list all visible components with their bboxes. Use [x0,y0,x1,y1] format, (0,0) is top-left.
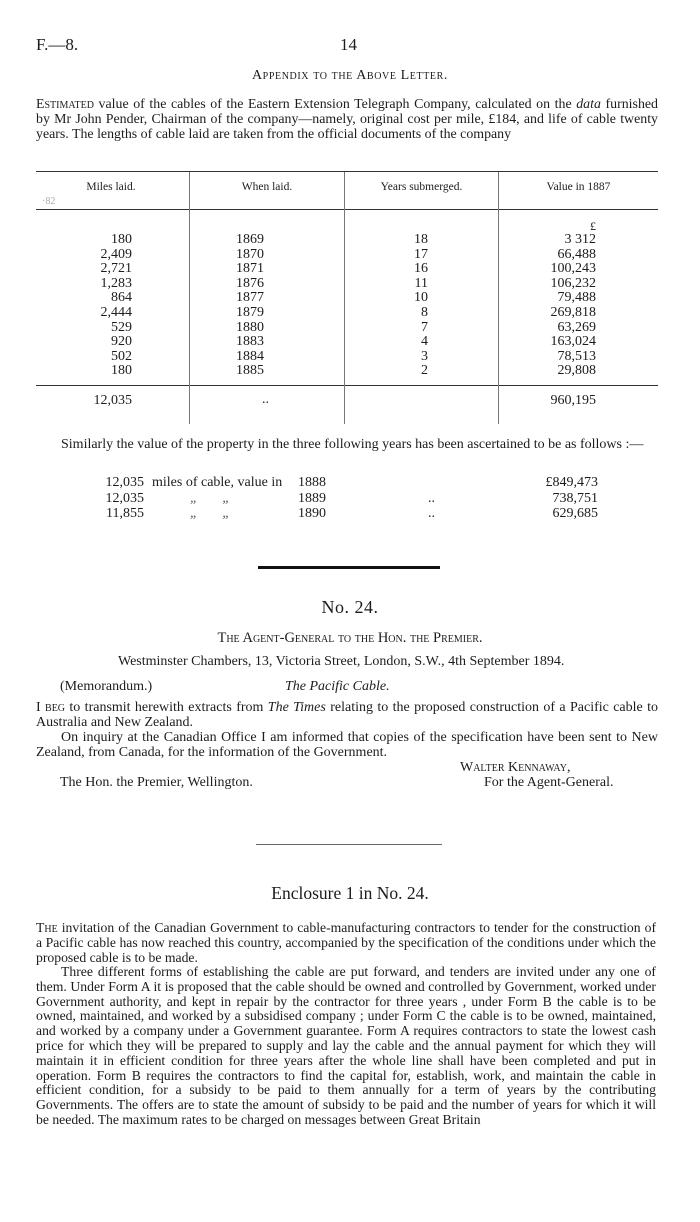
following-text: „ „ [190,490,231,506]
letter-p1b: relating to the proposed construction of a Pacific cable to Australia and New Zealand. [36,700,659,730]
cell-miles: 180 [111,363,132,379]
intro-part1: value of the cables of the Eastern Extension Telegraph Company, calculated on the [98,97,572,112]
table-faint-mark: ·82 [42,196,56,207]
enclosure-paragraph-1 [36,921,656,965]
letter-address: Westminster Chambers, 13, Victoria Street, London, S.W., 4th September 1894. [118,654,565,669]
following-year: 1888 [298,475,326,490]
total-year-dots: .. [262,392,269,407]
page-reference: F.—8. [36,35,79,54]
table-total-rule [36,385,658,386]
following-text: „ „ [190,506,231,521]
table-header-rule [36,209,658,210]
cell-miles: 2,444 [100,305,132,320]
following-value: 629,685 [552,506,598,521]
cell-submerged: 17 [414,246,428,262]
cell-value: 100,243 [550,261,596,277]
cell-value: 63,269 [557,319,596,335]
letter-subject: The Pacific Cable. [285,679,390,694]
cell-submerged: 11 [414,275,428,291]
following-miles: 12,035 [105,490,144,506]
table-row [0,364,700,379]
following-dots: .. [428,490,435,506]
cell-miles: 2,409 [100,246,132,262]
following-year: 1890 [298,506,326,521]
following-miles: 12,035 [105,475,144,490]
following-miles: 11,855 [106,506,144,521]
intro-lead: Estimated [36,97,94,112]
cell-submerged: 3 [421,348,428,364]
similarly-paragraph: Similarly the value of the property in the three following years has been ascertained to be as follows :— [61,437,644,452]
table-row [0,306,700,321]
cell-submerged: 4 [421,334,428,350]
cell-year: 1880 [236,319,264,335]
enclosure-title: Enclosure 1 in No. 24. [271,883,429,903]
cell-miles: 1,283 [100,275,132,291]
cell-year: 1879 [236,305,264,320]
letter-p1a: to transmit herewith extracts from [69,700,264,715]
following-year-row [0,491,700,507]
total-miles: 12,035 [93,393,132,408]
cell-value: 78,513 [557,348,596,364]
enclosure-p1-text: invitation of the Canadian Government to cable-manufacturing contractors to tender for the construction of a Pacific cable has now reached this country, accompanied by the specification of the conditions under which the proposed cable is to be made. [36,920,657,965]
intro-data-word: data [576,97,601,112]
following-text: miles of cable, value in [152,475,283,490]
letter-paragraph-1 [36,700,658,730]
cell-value: 3 312 [564,232,596,247]
col-header-submerged: Years submerged. [380,181,463,193]
cell-submerged: 18 [414,232,428,247]
cell-year: 1885 [236,363,264,379]
cell-value: 29,808 [557,363,596,379]
cell-miles: 864 [111,290,132,306]
cell-miles: 180 [111,232,132,247]
cell-miles: 529 [111,319,132,335]
cell-year: 1883 [236,334,264,350]
letter-times: The Times [267,700,326,715]
cell-submerged: 2 [421,363,428,379]
page-number: 14 [340,35,357,54]
letter-lead: I beg [36,700,66,715]
cell-miles: 920 [111,334,132,350]
cell-submerged: 16 [414,261,428,277]
cell-submerged: 10 [414,290,428,306]
following-value: 738,751 [552,490,598,506]
table-row [0,262,700,277]
cable-value-table [0,0,700,440]
letter-memo: (Memorandum.) [60,679,153,694]
table-row [0,233,700,248]
following-year: 1889 [298,490,326,506]
cell-value: 163,024 [550,334,596,350]
cell-submerged: 7 [421,319,428,335]
total-value: 960,195 [550,393,596,408]
appendix-title: Appendix to the Above Letter. [251,68,449,83]
intro-part2: furnished by Mr John Pender, Chairman of the company—namely, original cost per mile, £184, and life of cable twenty years. The lengths of cable laid are taken from the official documents of the company [36,97,658,142]
following-year-row [0,475,700,491]
cell-value: 66,488 [557,246,596,262]
cell-value: 106,232 [550,275,596,291]
cell-miles: 502 [111,348,132,364]
cell-submerged: 8 [421,305,428,320]
cell-year: 1884 [236,348,264,364]
following-value: £849,473 [545,475,598,490]
col-header-value: Value in 1887 [546,181,611,193]
cell-year: 1877 [236,290,264,306]
enclosure-lead: The [36,920,58,935]
section-thin-rule [256,844,442,845]
letter-sign-title: For the Agent-General. [484,775,614,790]
cell-year: 1871 [236,261,264,277]
section-heavy-rule [258,566,440,569]
following-year-row [0,506,700,522]
cell-miles: 2,721 [100,261,132,277]
letter-number: No. 24. [321,597,379,617]
letter-paragraph-2: On inquiry at the Canadian Office I am informed that copies of the specification have been sent to New Zealand, from Canada, for the information of the Government. [36,730,658,760]
currency-symbol: £ [590,219,596,233]
col-header-miles: Miles laid. [86,181,136,193]
letter-signature: Walter Kennaway, [460,760,571,775]
cell-value: 269,818 [550,305,596,320]
following-dots: .. [428,506,435,521]
cell-value: 79,488 [557,290,596,306]
letter-addressee: The Hon. the Premier, Wellington. [60,775,253,790]
cell-year: 1876 [236,275,264,291]
enclosure-paragraph-2: Three different forms of establishing the cable are put forward, and tenders are invited under any one of them. Under Form A it is proposed that the cable should be owned and controlled by Government, worked under Government authority, and kept in repair by the contractor for three years , under Form B the cable is to be owned, maintained, and worked by a subsidised company ; under Form C the cable is to be owned, maintained, and worked by a company under a Government guarantee. Form A requires contractors to state the lowest cash price for which they will be prepared to supply and lay the cable and the annual payment for which they will maintain it in efficient condition for three years after the whole line shall have been completed and put in operation. Form B requires the contractors to find the capital for, establish, work, and maintain the cable in efficient condition, for a subsidy to be paid to them annually for a term of years by the contributing Governments. The offers are to state the amount of subsidy to be paid and the number of years for which it will be needed. The maximum rates to be charged on messages between Great Britain [36,964,656,1127]
table-row [0,335,700,350]
cell-year: 1869 [236,232,264,247]
cell-year: 1870 [236,246,264,262]
table-top-rule [36,171,658,172]
col-header-when: When laid. [241,181,293,193]
letter-heading: The Agent-General to the Hon. the Premier. [217,630,483,646]
